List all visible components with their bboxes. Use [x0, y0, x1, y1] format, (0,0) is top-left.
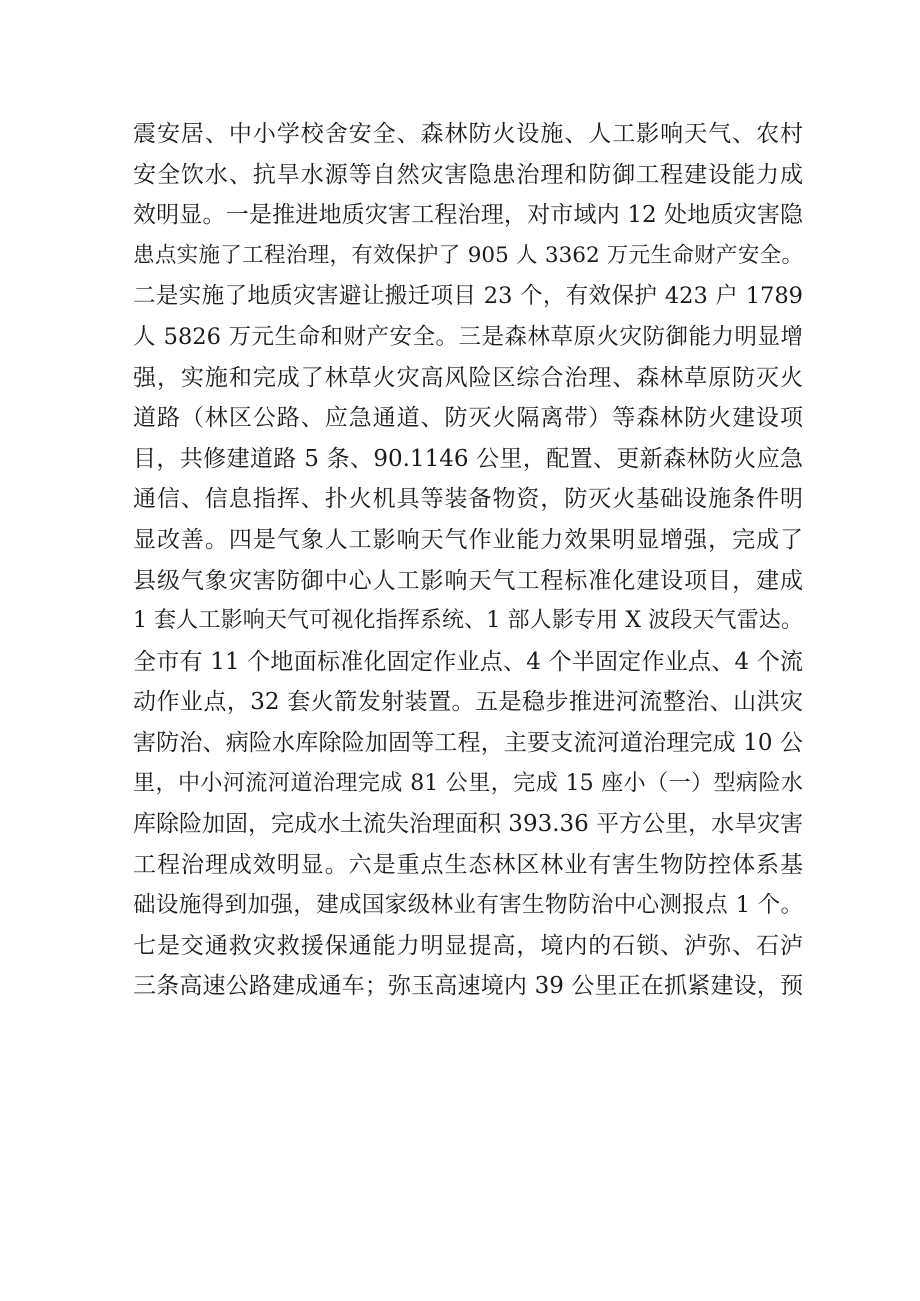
text-line-19: 工程治理成效明显。六是重点生态林区林业有害生物防控体系基: [133, 851, 803, 878]
text-line-6: 人 5826 万元生命和财产安全。三是森林草原火灾防御能力明显增: [133, 323, 803, 350]
text-line-4: 患点实施了工程治理，有效保护了 905 人 3362 万元生命财产安全。: [133, 242, 803, 268]
text-line-3: 效明显。一是推进地质灾害工程治理，对市域内 12 处地质灾害隐: [133, 202, 803, 229]
text-line-15: 动作业点，32 套火箭发射装置。五是稳步推进河流整治、山洪灾: [133, 689, 803, 716]
text-line-21: 七是交通救灾救援保通能力明显提高，境内的石锁、泸弥、石泸: [133, 932, 803, 959]
text-line-18: 库除险加固，完成水土流失治理面积 393.36 平方公里，水旱灾害: [133, 811, 804, 838]
body-paragraph: [133, 114, 803, 1007]
text-line-10: 通信、信息指挥、扑火机具等装备物资，防灭火基础设施条件明: [133, 486, 803, 513]
text-line-20: 础设施得到加强，建成国家级林业有害生物防治中心测报点 1 个。: [133, 892, 803, 919]
text-line-12: 县级气象灾害防御中心人工影响天气工程标准化建设项目，建成: [133, 567, 803, 594]
text-line-8: 道路（林区公路、应急通道、防灭火隔离带）等森林防火建设项: [133, 405, 803, 432]
text-line-7: 强，实施和完成了林草火灾高风险区综合治理、森林草原防灭火: [133, 364, 803, 391]
text-line-2: 安全饮水、抗旱水源等自然灾害隐患治理和防御工程建设能力成: [133, 161, 803, 188]
text-line-9: 目，共修建道路 5 条、90.1146 公里，配置、更新森林防火应急: [133, 445, 803, 472]
text-line-22: 三条高速公路建成通车；弥玉高速境内 39 公里正在抓紧建设，预: [133, 973, 803, 1000]
text-line-17: 里，中小河流河道治理完成 81 公里，完成 15 座小（一）型病险水: [133, 770, 803, 796]
text-line-1: 震安居、中小学校舍安全、森林防火设施、人工影响天气、农村: [133, 121, 803, 147]
text-line-13: 1 套人工影响天气可视化指挥系统、1 部人影专用 X 波段天气雷达。: [133, 608, 803, 634]
text-line-11: 显改善。四是气象人工影响天气作业能力效果明显增强，完成了: [133, 526, 803, 553]
text-line-5: 二是实施了地质灾害避让搬迁项目 23 个，有效保护 423 户 1789: [133, 283, 803, 310]
text-line-14: 全市有 11 个地面标准化固定作业点、4 个半固定作业点、4 个流: [133, 648, 803, 675]
text-line-16: 害防治、病险水库除险加固等工程，主要支流河道治理完成 10 公: [133, 729, 803, 756]
